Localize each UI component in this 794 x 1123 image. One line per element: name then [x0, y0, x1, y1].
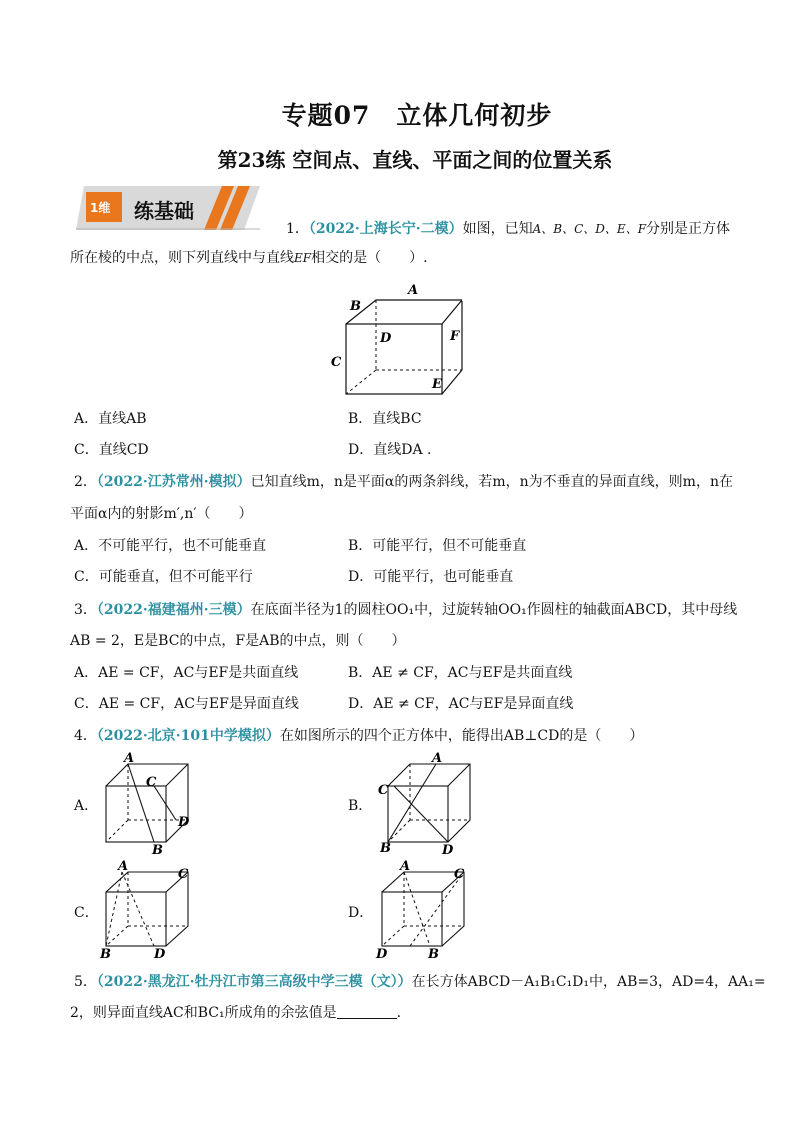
q1-text-b: 分别是正方体 — [646, 221, 731, 237]
q1-line2 — [70, 248, 428, 268]
q1-cube-figure — [326, 282, 466, 397]
q4c-label-c: C — [178, 867, 189, 882]
q4-figure-d — [370, 860, 480, 960]
q2-line1 — [74, 472, 733, 492]
q1-option-c: C．直线CD — [74, 442, 149, 458]
q1-label-d: D — [380, 331, 392, 346]
q4a-label-d: D — [178, 815, 190, 830]
q2-option-c: C．可能垂直，但不可能平行 — [74, 569, 253, 585]
q4-option-b: B． — [348, 798, 373, 814]
q1-text-a: 如图，已知 — [462, 221, 533, 237]
q1-label-b: B — [350, 299, 361, 314]
q5-line2-text: 2，则异面直线AC和BC₁所成角的余弦值是 — [70, 1005, 337, 1021]
level-banner — [76, 186, 260, 230]
q4-number: 4． — [74, 728, 97, 744]
q4b-label-a: A — [432, 752, 443, 766]
q4d-label-b: B — [428, 947, 439, 960]
q1-option-a: A．直线AB — [74, 411, 147, 427]
q4c-label-d: D — [154, 947, 166, 960]
q1-source: （2022·上海长宁·二模） — [308, 221, 463, 237]
q4-option-a: A． — [74, 798, 99, 814]
q1-option-d: D．直线DA . — [348, 442, 432, 458]
q4b-label-d: D — [442, 843, 454, 856]
q1-line2-a: 所在棱的中点，则下列直线中与直线 — [70, 250, 294, 266]
q1-option-b: B．直线BC — [348, 411, 422, 427]
page-title: 专题07 立体几何初步 — [281, 101, 553, 130]
q3-option-b: B．AE ≠ CF，AC与EF是共面直线 — [348, 665, 573, 681]
page-subtitle: 第23练 空间点、直线、平面之间的位置关系 — [217, 148, 613, 172]
q3-option-d: D．AE ≠ CF，AC与EF是异面直线 — [348, 696, 574, 712]
q1-line2-b: 相交的是（ ）. — [311, 250, 428, 266]
q2-line2: 平面α内的射影m′,n′（ ） — [70, 506, 253, 522]
q4-source: （2022·北京·101中学模拟） — [96, 728, 280, 744]
q3-number: 3． — [74, 602, 97, 618]
q2-option-d: D．可能平行，也可能垂直 — [348, 569, 514, 585]
q3-option-c: C．AE = CF，AC与EF是异面直线 — [74, 696, 299, 712]
q4-figure-a — [94, 752, 204, 856]
q4-option-d: D． — [348, 905, 374, 921]
q5-source: （2022·黑龙江·牡丹江市第三高级中学三模（文）） — [96, 974, 412, 990]
q2-source: （2022·江苏常州·模拟） — [96, 474, 251, 490]
q5-line1 — [74, 972, 766, 992]
q4-line1 — [74, 726, 643, 746]
q4-figure-c — [94, 860, 204, 960]
q1-ef: EF — [294, 251, 312, 265]
q4-figure-b — [376, 752, 486, 856]
q4c-label-b: B — [100, 947, 111, 960]
q2-option-b: B．可能平行，但不可能垂直 — [348, 538, 527, 554]
q5-text: 在长方体ABCD－A₁B₁C₁D₁中，AB=3，AD=4，AA₁= — [411, 974, 766, 990]
q3-source: （2022·福建福州·三模） — [96, 602, 251, 618]
q2-option-a: A．不可能平行，也不可能垂直 — [74, 538, 267, 554]
q3-text: 在底面半径为1的圆柱OO₁中，过旋转轴OO₁作圆柱的轴截面ABCD，其中母线 — [250, 602, 738, 618]
q4-text: 在如图所示的四个正方体中，能得出AB⊥CD的是（ ） — [279, 728, 644, 744]
q5-line2 — [70, 1003, 401, 1023]
q4d-label-a: A — [400, 860, 411, 874]
q5-number: 5． — [74, 974, 97, 990]
q2-number: 2． — [74, 474, 97, 490]
q4d-label-c: C — [454, 867, 465, 882]
level-badge: 1维 — [90, 201, 111, 215]
q2-text: 已知直线m，n是平面α的两条斜线，若m，n为不垂直的异面直线，则m，n在 — [250, 474, 733, 490]
q1-line1 — [286, 219, 730, 239]
q4a-label-b: B — [152, 843, 163, 856]
q1-number: 1． — [286, 221, 309, 237]
section-label: 练基础 — [134, 199, 194, 223]
q5-period: . — [396, 1005, 402, 1021]
q4d-label-d: D — [376, 947, 388, 960]
q1-label-a: A — [408, 283, 419, 298]
q3-line2: AB = 2，E是BC的中点，F是AB的中点，则（ ） — [70, 633, 406, 649]
q4b-label-c: C — [378, 783, 389, 798]
q3-option-a: A．AE = CF，AC与EF是共面直线 — [74, 665, 299, 681]
q4a-label-c: C — [146, 775, 157, 790]
q4b-label-b: B — [380, 841, 391, 856]
q4c-label-a: A — [118, 860, 129, 874]
q4-option-c: C． — [74, 905, 99, 921]
q4a-label-a: A — [124, 752, 135, 766]
q1-points: A、B、C、D、E、F — [532, 222, 647, 236]
q3-line1 — [74, 600, 737, 620]
q5-answer-blank[interactable] — [337, 1004, 397, 1019]
q1-label-e: E — [432, 377, 442, 392]
q1-label-c: C — [331, 355, 342, 370]
q1-label-f: F — [450, 329, 460, 344]
